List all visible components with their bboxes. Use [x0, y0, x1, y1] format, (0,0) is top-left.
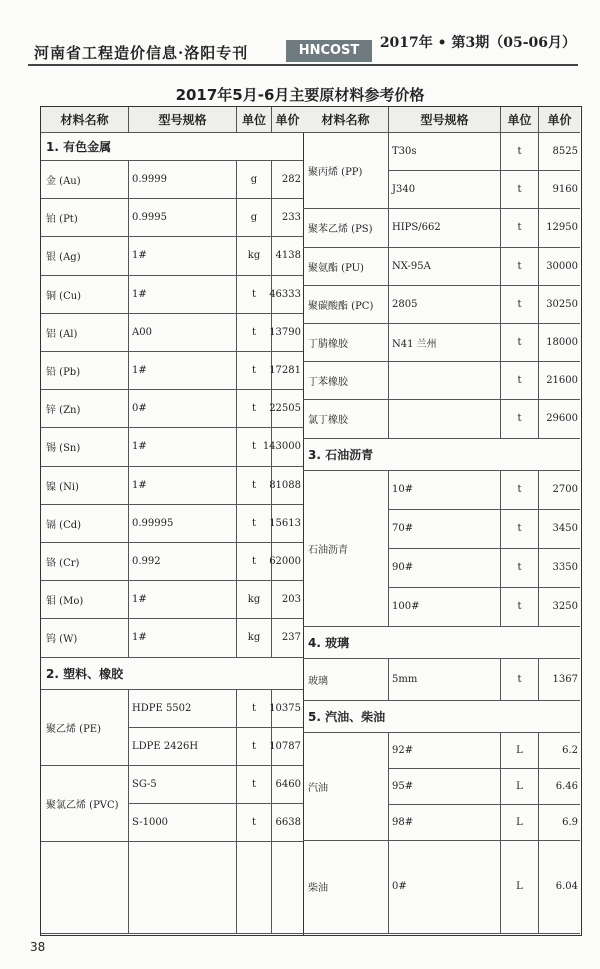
spec-value: HIPS/662	[389, 209, 501, 247]
price-value: 13790	[272, 314, 303, 352]
unit-value: t	[501, 362, 539, 400]
price-value: 10787	[272, 728, 303, 766]
spec-value: 2805	[389, 286, 501, 324]
price-value: 46333	[272, 276, 303, 314]
unit-value: t	[237, 390, 272, 428]
price-table	[40, 106, 582, 936]
price-value: 6.46	[539, 769, 580, 805]
material-name: 聚氯乙烯 (PVC)	[41, 766, 129, 842]
material-name: 玻璃	[303, 659, 389, 701]
spec-value	[389, 362, 501, 400]
spec-value: 1#	[129, 237, 237, 275]
unit-value: t	[237, 766, 272, 804]
price-value: 15613	[272, 505, 303, 543]
price-value: 4138	[272, 237, 303, 275]
unit-value: kg	[237, 237, 272, 275]
spec-value: SG-5	[129, 766, 237, 804]
spec-value: 0.9999	[129, 161, 237, 199]
unit-value: t	[501, 549, 539, 588]
spec-value: 0.992	[129, 543, 237, 581]
empty-cell	[41, 842, 129, 934]
material-name: 丁苯橡胶	[303, 362, 389, 400]
spec-value: 1#	[129, 467, 237, 505]
unit-value: t	[501, 324, 539, 362]
spec-value: NX-95A	[389, 248, 501, 286]
spec-value: 95#	[389, 769, 501, 805]
spec-value: 5mm	[389, 659, 501, 701]
spec-value: J340	[389, 171, 501, 209]
spec-value: 0.9995	[129, 199, 237, 237]
unit-value: t	[237, 428, 272, 466]
price-value: 6460	[272, 766, 303, 804]
material-name: 铅 (Pb)	[41, 352, 129, 390]
price-value: 9160	[539, 171, 580, 209]
section-heading: 1. 有色金属	[41, 133, 303, 161]
spec-value: 1#	[129, 619, 237, 657]
unit-value: L	[501, 805, 539, 841]
material-name: 金 (Au)	[41, 161, 129, 199]
material-name: 聚碳酸酯 (PC)	[303, 286, 389, 324]
col-header-name: 材料名称	[41, 107, 129, 133]
spec-value: S-1000	[129, 804, 237, 842]
right-half	[303, 107, 580, 935]
price-value: 8525	[539, 133, 580, 171]
price-value: 81088	[272, 467, 303, 505]
section-heading: 4. 玻璃	[303, 627, 580, 659]
page-number: 38	[30, 940, 46, 954]
price-value: 143000	[272, 428, 303, 466]
spec-value: 1#	[129, 276, 237, 314]
spec-value: A00	[129, 314, 237, 352]
hncost-badge: HNCOST	[286, 40, 372, 62]
price-value: 21600	[539, 362, 580, 400]
price-value: 1367	[539, 659, 580, 701]
price-value: 22505	[272, 390, 303, 428]
price-value: 3450	[539, 510, 580, 549]
price-value: 282	[272, 161, 303, 199]
unit-value: t	[501, 286, 539, 324]
unit-value: t	[501, 588, 539, 627]
price-value: 30250	[539, 286, 580, 324]
table-title: 2017年5月-6月主要原材料参考价格	[175, 86, 425, 104]
material-name: 铂 (Pt)	[41, 199, 129, 237]
spec-value: 100#	[389, 588, 501, 627]
spec-value: 1#	[129, 352, 237, 390]
spec-value: 10#	[389, 471, 501, 510]
spec-value: T30s	[389, 133, 501, 171]
material-name: 锌 (Zn)	[41, 390, 129, 428]
unit-value: t	[237, 505, 272, 543]
empty-cell	[129, 842, 237, 934]
spec-value: 1#	[129, 581, 237, 619]
col-header-spec: 型号规格	[389, 107, 501, 133]
left-half	[41, 107, 304, 935]
spec-value: N41 兰州	[389, 324, 501, 362]
unit-value: L	[501, 769, 539, 805]
col-header-unit: 单位	[501, 107, 539, 133]
unit-value: g	[237, 199, 272, 237]
price-value: 233	[272, 199, 303, 237]
material-name: 石油沥青	[303, 471, 389, 627]
spec-value: 0#	[389, 841, 501, 934]
unit-value: kg	[237, 619, 272, 657]
empty-cell	[272, 842, 303, 934]
unit-value: t	[237, 690, 272, 728]
material-name: 铝 (Al)	[41, 314, 129, 352]
section-heading: 5. 汽油、柴油	[303, 701, 580, 733]
material-name: 氯丁橡胶	[303, 400, 389, 438]
material-name: 镍 (Ni)	[41, 467, 129, 505]
material-name: 聚苯乙烯 (PS)	[303, 209, 389, 247]
price-value: 6.04	[539, 841, 580, 934]
unit-value: L	[501, 733, 539, 769]
page-header	[28, 28, 578, 66]
material-name: 钨 (W)	[41, 619, 129, 657]
unit-value: g	[237, 161, 272, 199]
unit-value: t	[501, 209, 539, 247]
unit-value: t	[501, 248, 539, 286]
section-heading: 3. 石油沥青	[303, 439, 580, 471]
material-name: 铬 (Cr)	[41, 543, 129, 581]
spec-value: 1#	[129, 428, 237, 466]
unit-value: t	[237, 543, 272, 581]
unit-value: t	[501, 400, 539, 438]
unit-value: t	[501, 171, 539, 209]
material-name: 聚乙烯 (PE)	[41, 690, 129, 766]
material-name: 丁腈橡胶	[303, 324, 389, 362]
unit-value: L	[501, 841, 539, 934]
unit-value: t	[501, 471, 539, 510]
material-name: 汽油	[303, 733, 389, 841]
unit-value: t	[237, 804, 272, 842]
price-value: 6.9	[539, 805, 580, 841]
material-name: 聚丙烯 (PP)	[303, 133, 389, 209]
price-value: 17281	[272, 352, 303, 390]
price-value: 3350	[539, 549, 580, 588]
material-name: 银 (Ag)	[41, 237, 129, 275]
price-value: 18000	[539, 324, 580, 362]
price-value: 62000	[272, 543, 303, 581]
unit-value: t	[501, 659, 539, 701]
unit-value: t	[501, 133, 539, 171]
material-name: 柴油	[303, 841, 389, 934]
col-header-name: 材料名称	[303, 107, 389, 133]
price-value: 10375	[272, 690, 303, 728]
spec-value: 0#	[129, 390, 237, 428]
spec-value: 98#	[389, 805, 501, 841]
col-header-unit: 单位	[237, 107, 272, 133]
col-header-price: 单价	[539, 107, 580, 133]
spec-value: 70#	[389, 510, 501, 549]
unit-value: t	[237, 728, 272, 766]
issue-label: 2017年 • 第3期（05-06月）	[379, 35, 576, 51]
price-value: 237	[272, 619, 303, 657]
material-name: 聚氨酯 (PU)	[303, 248, 389, 286]
price-value: 6638	[272, 804, 303, 842]
price-value: 3250	[539, 588, 580, 627]
material-name: 镉 (Cd)	[41, 505, 129, 543]
unit-value: t	[237, 276, 272, 314]
material-name: 钼 (Mo)	[41, 581, 129, 619]
material-name: 铜 (Cu)	[41, 276, 129, 314]
unit-value: t	[501, 510, 539, 549]
price-value: 29600	[539, 400, 580, 438]
price-value: 6.2	[539, 733, 580, 769]
price-value: 203	[272, 581, 303, 619]
unit-value: kg	[237, 581, 272, 619]
price-value: 30000	[539, 248, 580, 286]
publication-title: 河南省工程造价信息·洛阳专刊	[34, 44, 249, 62]
material-name: 锡 (Sn)	[41, 428, 129, 466]
unit-value: t	[237, 467, 272, 505]
spec-value: 0.99995	[129, 505, 237, 543]
col-header-price: 单价	[272, 107, 303, 133]
spec-value: 92#	[389, 733, 501, 769]
empty-cell	[237, 842, 272, 934]
spec-value: LDPE 2426H	[129, 728, 237, 766]
price-value: 2700	[539, 471, 580, 510]
section-heading: 2. 塑料、橡胶	[41, 658, 303, 690]
unit-value: t	[237, 352, 272, 390]
spec-value	[389, 400, 501, 438]
spec-value: 90#	[389, 549, 501, 588]
unit-value: t	[237, 314, 272, 352]
col-header-spec: 型号规格	[129, 107, 237, 133]
price-value: 12950	[539, 209, 580, 247]
spec-value: HDPE 5502	[129, 690, 237, 728]
